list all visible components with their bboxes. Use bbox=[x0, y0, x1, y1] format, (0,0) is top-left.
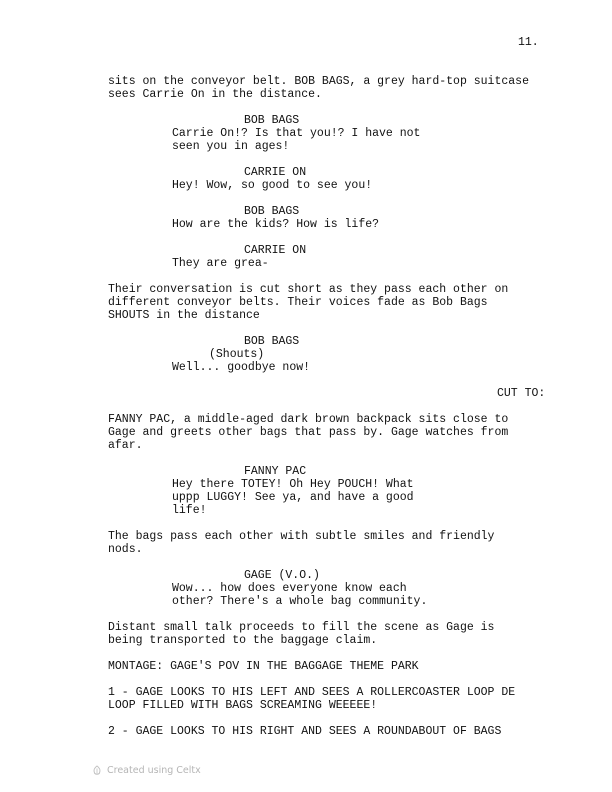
transition: CUT TO: bbox=[497, 387, 546, 400]
dialogue-line: uppp LUGGY! See ya, and have a good bbox=[172, 491, 414, 504]
dialogue-line: Hey! Wow, so good to see you! bbox=[172, 179, 373, 192]
dialogue-line: Hey there TOTEY! Oh Hey POUCH! What bbox=[172, 478, 414, 491]
dialogue-line: life! bbox=[172, 504, 207, 517]
footer-watermark bbox=[92, 765, 201, 776]
character-name: CARRIE ON bbox=[244, 166, 307, 179]
action-line: 2 - GAGE LOOKS TO HIS RIGHT AND SEES A ROUNDABOUT OF BAGS bbox=[108, 725, 502, 738]
action-line: nods. bbox=[108, 543, 143, 556]
action-line: Distant small talk proceeds to fill the scene as Gage is bbox=[108, 621, 495, 634]
dialogue-line: They are grea- bbox=[172, 257, 269, 270]
character-name: GAGE (V.O.) bbox=[244, 569, 320, 582]
character-name: BOB BAGS bbox=[244, 114, 300, 127]
action-line: sits on the conveyor belt. BOB BAGS, a grey hard-top suitcase bbox=[108, 75, 529, 88]
action-line: different conveyor belts. Their voices fade as Bob Bags bbox=[108, 296, 488, 309]
action-line: Gage and greets other bags that pass by. Gage watches from bbox=[108, 426, 509, 439]
parenthetical: (Shouts) bbox=[209, 348, 265, 361]
character-name: FANNY PAC bbox=[244, 465, 307, 478]
action-line: LOOP FILLED WITH BAGS SCREAMING WEEEEE! bbox=[108, 699, 378, 712]
page-number: 11. bbox=[518, 36, 539, 49]
dialogue-line: Wow... how does everyone know each bbox=[172, 582, 407, 595]
dialogue-line: Carrie On!? Is that you!? I have not bbox=[172, 127, 421, 140]
dialogue-line: How are the kids? How is life? bbox=[172, 218, 380, 231]
action-line: SHOUTS in the distance bbox=[108, 309, 260, 322]
action-line: being transported to the baggage claim. bbox=[108, 634, 378, 647]
action-line: Their conversation is cut short as they pass each other on bbox=[108, 283, 509, 296]
action-line: FANNY PAC, a middle-aged dark brown backpack sits close to bbox=[108, 413, 509, 426]
action-line: afar. bbox=[108, 439, 143, 452]
character-name: BOB BAGS bbox=[244, 205, 300, 218]
action-line: sees Carrie On in the distance. bbox=[108, 88, 322, 101]
celtx-logo-icon bbox=[92, 765, 102, 776]
character-name: CARRIE ON bbox=[244, 244, 307, 257]
action-line: MONTAGE: GAGE'S POV IN THE BAGGAGE THEME PARK bbox=[108, 660, 419, 673]
character-name: BOB BAGS bbox=[244, 335, 300, 348]
action-line: 1 - GAGE LOOKS TO HIS LEFT AND SEES A ROLLERCOASTER LOOP DE bbox=[108, 686, 516, 699]
dialogue-line: seen you in ages! bbox=[172, 140, 290, 153]
footer-text: Created using Celtx bbox=[107, 765, 201, 776]
action-line: The bags pass each other with subtle smiles and friendly bbox=[108, 530, 495, 543]
dialogue-line: other? There's a whole bag community. bbox=[172, 595, 428, 608]
dialogue-line: Well... goodbye now! bbox=[172, 361, 311, 374]
